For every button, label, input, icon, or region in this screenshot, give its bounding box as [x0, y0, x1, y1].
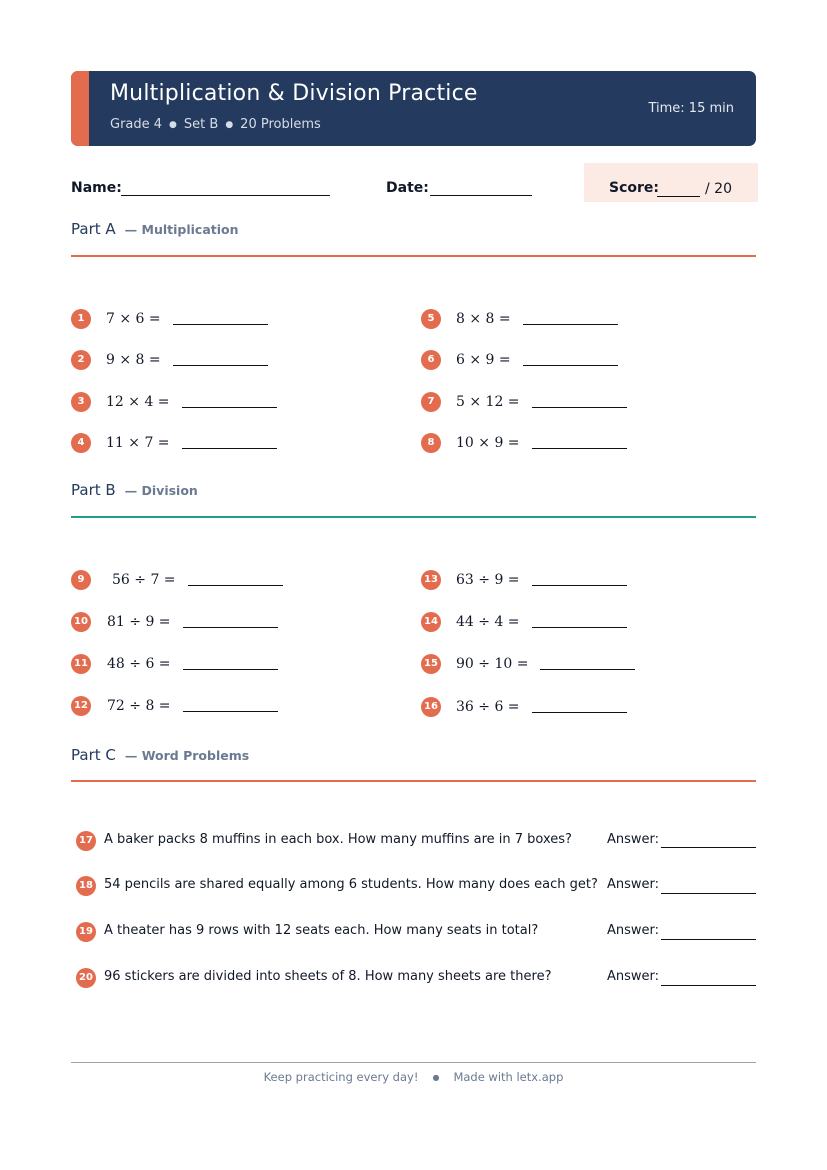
- problem-expression: 56 ÷ 7 =: [112, 572, 176, 588]
- answer-blank[interactable]: [532, 613, 627, 628]
- name-label: Name:: [71, 180, 122, 196]
- word-problem-19: A theater has 9 rows with 12 seats each. How many seats in total?: [104, 923, 539, 938]
- problem-expression: 72 ÷ 8 =: [107, 698, 171, 714]
- problem-expression: 36 ÷ 6 =: [456, 699, 520, 715]
- problem-expression: 44 ÷ 4 =: [456, 614, 520, 630]
- problem-expression: 10 × 9 =: [456, 435, 520, 451]
- problem-3: [106, 393, 277, 410]
- answer-label: Answer:: [607, 832, 660, 847]
- worksheet-subtitle: [110, 117, 321, 132]
- set-label: Set B: [183, 117, 219, 132]
- problem-number-badge: 16: [421, 697, 441, 717]
- problem-number-badge: 2: [71, 350, 91, 370]
- word-problem-18: 54 pencils are shared equally among 6 students. How many does each get?: [104, 877, 598, 892]
- problem-14: [456, 613, 627, 630]
- answer-label: Answer:: [607, 969, 660, 984]
- time-limit: Time: 15 min: [648, 101, 734, 116]
- word-problem-20: 96 stickers are divided into sheets of 8. How many sheets are there?: [104, 969, 552, 984]
- score-label: Score:: [609, 180, 659, 196]
- problem-8: [456, 434, 627, 451]
- problem-number-badge: 13: [421, 570, 441, 590]
- bullet-icon: ●: [432, 1073, 440, 1082]
- answer-blank[interactable]: [532, 434, 627, 449]
- problem-number-badge: 9: [71, 570, 91, 590]
- answer-blank[interactable]: [532, 393, 627, 408]
- name-field[interactable]: [121, 195, 330, 196]
- word-problem-17: A baker packs 8 muffins in each box. How many muffins are in 7 boxes?: [104, 832, 572, 847]
- answer-blank[interactable]: [182, 434, 277, 449]
- problem-number-badge: 14: [421, 612, 441, 632]
- problem-number-badge: 18: [76, 876, 96, 896]
- problem-9: [112, 571, 283, 588]
- score-total: / 20: [705, 181, 732, 197]
- problem-11: [107, 655, 278, 672]
- problem-expression: 9 × 8 =: [106, 352, 161, 368]
- problem-expression: 5 × 12 =: [456, 394, 520, 410]
- bullet-icon: ●: [169, 120, 177, 130]
- problem-number-badge: 11: [71, 654, 91, 674]
- answer-blank[interactable]: [523, 351, 618, 366]
- part-c-divider: [71, 780, 756, 782]
- score-field[interactable]: [657, 196, 700, 197]
- problem-expression: 63 ÷ 9 =: [456, 572, 520, 588]
- problem-count: 20 Problems: [240, 117, 321, 132]
- problem-number-badge: 1: [71, 309, 91, 329]
- part-c-subtitle: — Word Problems: [124, 748, 250, 763]
- problem-expression: 8 × 8 =: [456, 311, 511, 327]
- problem-number-badge: 20: [76, 968, 96, 988]
- part-b-heading: [71, 481, 198, 499]
- problem-expression: 90 ÷ 10 =: [456, 656, 529, 672]
- problem-number-badge: 15: [421, 654, 441, 674]
- problem-expression: 48 ÷ 6 =: [107, 656, 171, 672]
- problem-number-badge: 17: [76, 831, 96, 851]
- answer-blank[interactable]: [183, 697, 278, 712]
- problem-number-badge: 4: [71, 433, 91, 453]
- part-a-title: Part A: [71, 220, 116, 238]
- problem-1: [106, 310, 268, 327]
- answer-blank[interactable]: [182, 393, 277, 408]
- problem-15: [456, 655, 635, 672]
- footer-credit: Made with letx.app: [453, 1070, 564, 1084]
- part-a-subtitle: — Multiplication: [124, 222, 239, 237]
- answer-blank[interactable]: [173, 310, 268, 325]
- problem-expression: 6 × 9 =: [456, 352, 511, 368]
- footer-divider: [71, 1062, 756, 1063]
- header-accent-bar: [71, 71, 89, 146]
- problem-4: [106, 434, 277, 451]
- problem-expression: 12 × 4 =: [106, 394, 170, 410]
- problem-10: [107, 613, 278, 630]
- problem-expression: 7 × 6 =: [106, 311, 161, 327]
- problem-5: [456, 310, 618, 327]
- problem-number-badge: 10: [71, 612, 91, 632]
- problem-number-badge: 7: [421, 392, 441, 412]
- footer-message: Keep practicing every day!: [263, 1070, 419, 1084]
- answer-blank[interactable]: [661, 847, 756, 848]
- answer-label: Answer:: [607, 923, 660, 938]
- part-a-divider: [71, 255, 756, 257]
- part-c-heading: [71, 746, 249, 764]
- part-b-title: Part B: [71, 481, 116, 499]
- answer-blank[interactable]: [183, 613, 278, 628]
- worksheet-title: Multiplication & Division Practice: [110, 81, 478, 106]
- problem-16: [456, 698, 627, 715]
- date-field[interactable]: [430, 195, 532, 196]
- worksheet-header: [71, 71, 756, 146]
- problem-number-badge: 12: [71, 696, 91, 716]
- problem-6: [456, 351, 618, 368]
- part-b-divider: [71, 516, 756, 518]
- bullet-icon: ●: [225, 120, 234, 130]
- answer-blank[interactable]: [540, 655, 635, 670]
- problem-expression: 81 ÷ 9 =: [107, 614, 171, 630]
- answer-blank[interactable]: [188, 571, 283, 586]
- problem-number-badge: 8: [421, 433, 441, 453]
- part-b-subtitle: — Division: [124, 483, 198, 498]
- footer: [71, 1070, 756, 1084]
- answer-label: Answer:: [607, 877, 660, 892]
- answer-blank[interactable]: [661, 985, 756, 986]
- problem-number-badge: 6: [421, 350, 441, 370]
- problem-12: [107, 697, 278, 714]
- part-c-title: Part C: [71, 746, 116, 764]
- part-a-heading: [71, 220, 239, 238]
- answer-blank[interactable]: [661, 893, 756, 894]
- problem-number-badge: 5: [421, 309, 441, 329]
- grade-label: Grade 4: [110, 117, 163, 132]
- answer-blank[interactable]: [532, 571, 627, 586]
- problem-2: [106, 351, 268, 368]
- problem-expression: 11 × 7 =: [106, 435, 170, 451]
- date-label: Date:: [386, 180, 429, 196]
- answer-blank[interactable]: [523, 310, 618, 325]
- problem-7: [456, 393, 627, 410]
- problem-number-badge: 3: [71, 392, 91, 412]
- answer-blank[interactable]: [532, 698, 627, 713]
- answer-blank[interactable]: [661, 939, 756, 940]
- answer-blank[interactable]: [183, 655, 278, 670]
- answer-blank[interactable]: [173, 351, 268, 366]
- problem-13: [456, 571, 627, 588]
- problem-number-badge: 19: [76, 922, 96, 942]
